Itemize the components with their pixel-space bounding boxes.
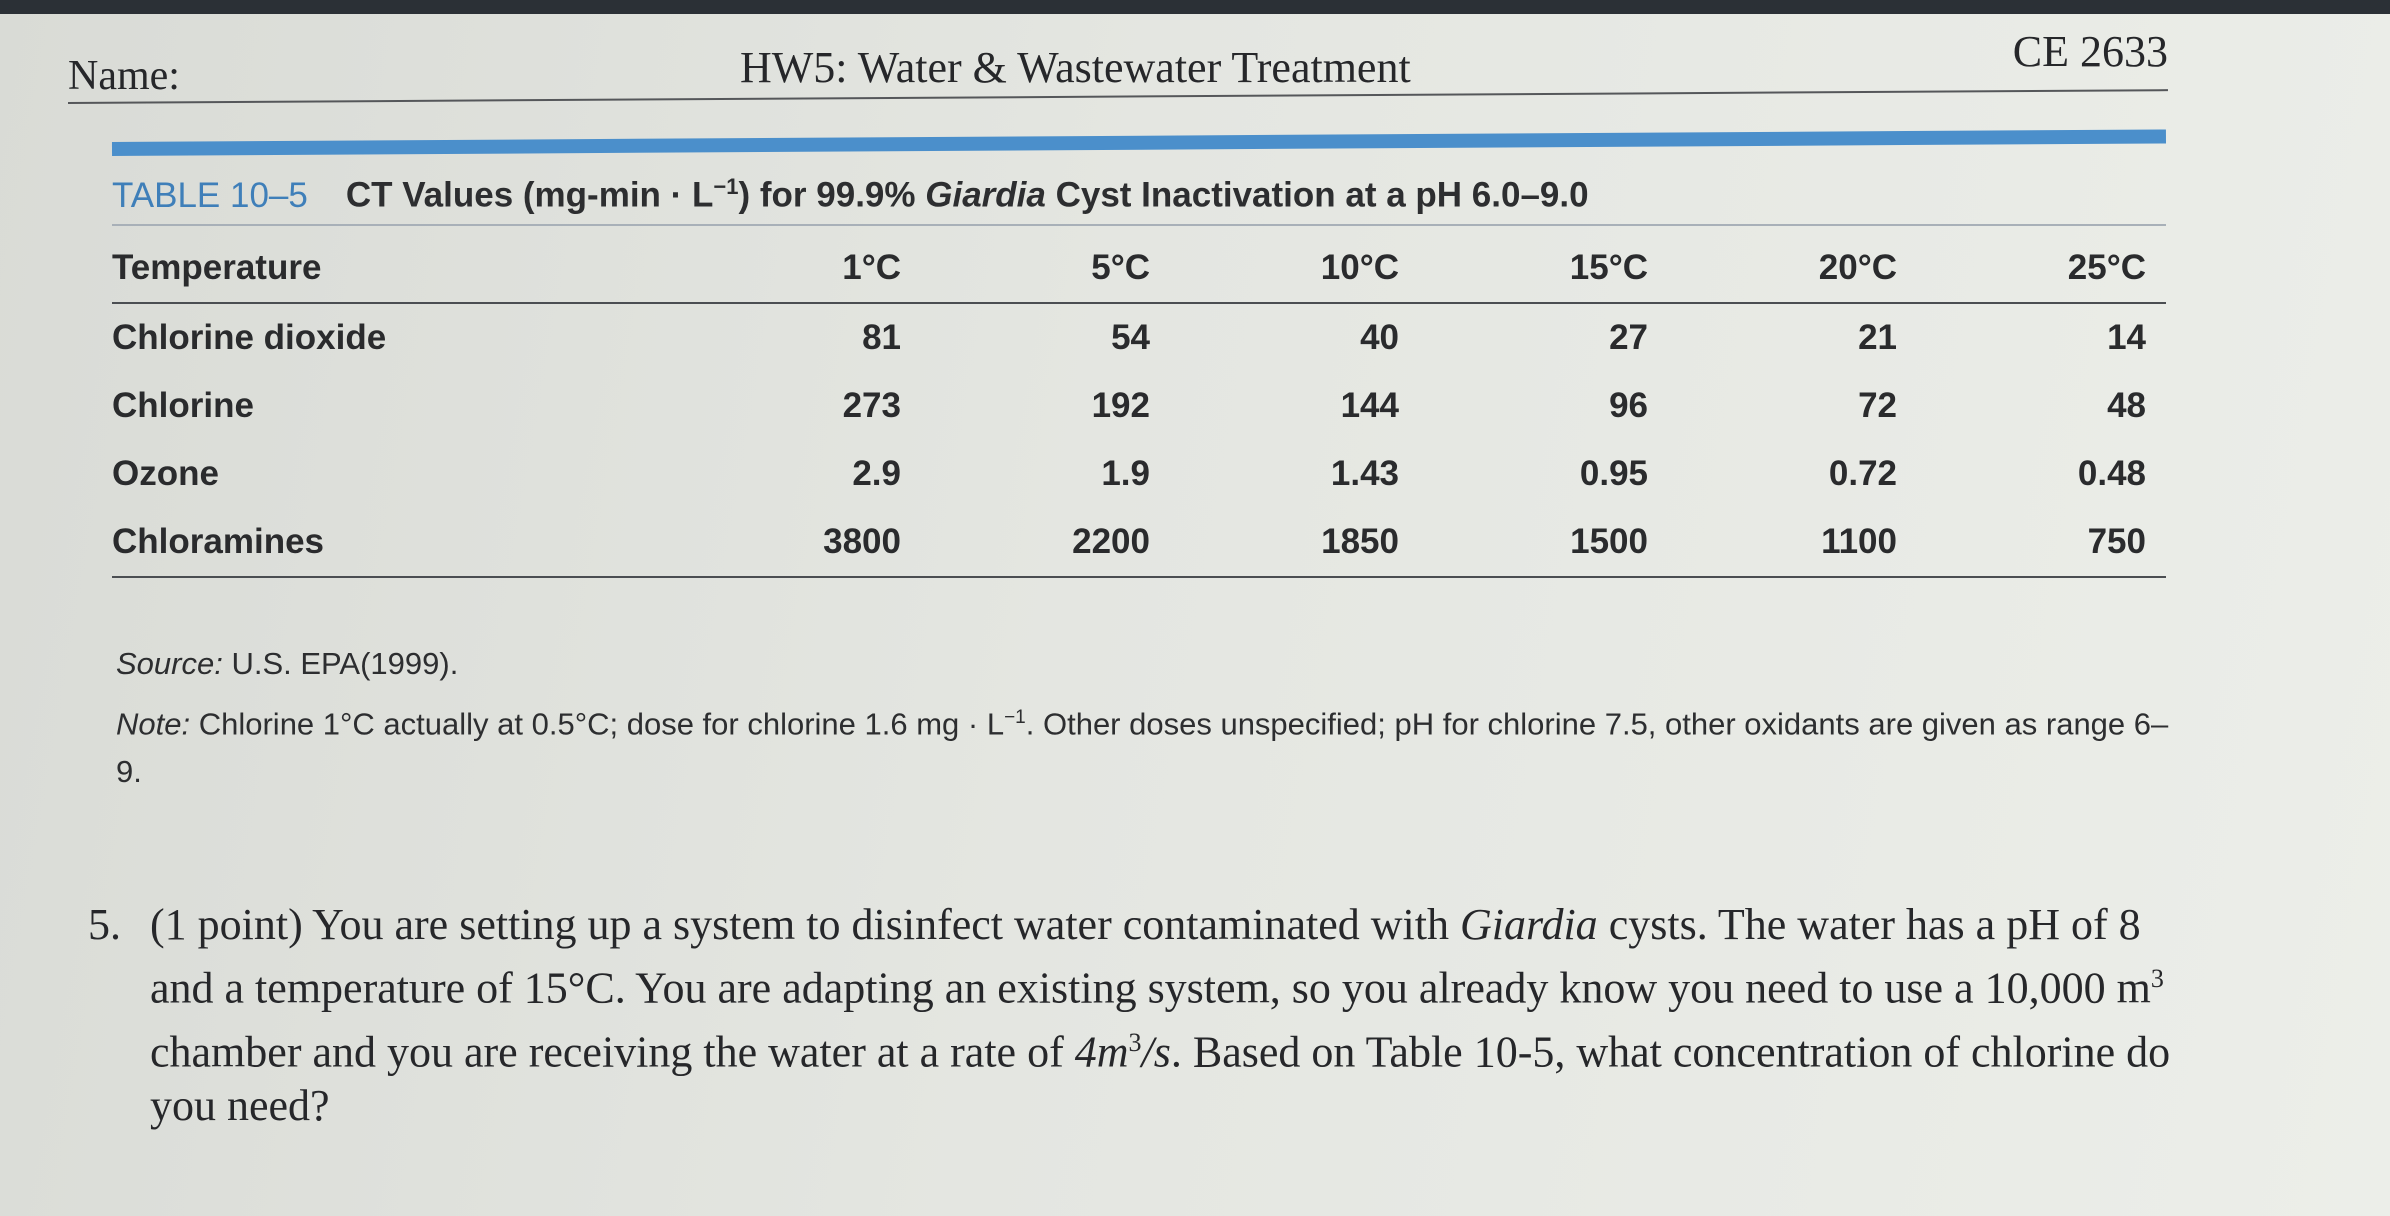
course-code: CE 2633 (2012, 27, 2168, 76)
table-cell: 96 (1609, 385, 1648, 425)
table-cell: 192 (1091, 385, 1150, 425)
note-label: Note: (116, 706, 191, 742)
note-text-post: . Other doses unspecified; pH for chlorine 7.5, other oxidants are given as range 6–9. (116, 706, 2169, 790)
question-sup2: 3 (1128, 1027, 1142, 1057)
table-cell: 750 (1917, 508, 2166, 577)
table-cell: 1100 (1668, 508, 1917, 577)
table-cell: 0.48 (2077, 453, 2146, 493)
table-cell: 48 (2107, 385, 2146, 425)
question-sup1: 3 (2150, 964, 2164, 993)
table-note (116, 694, 2176, 796)
table-cell: 40 (1360, 317, 1399, 357)
source-text: U.S. EPA(1999). (222, 646, 459, 681)
table-row (112, 303, 2166, 372)
row-label: Chlorine dioxide (112, 317, 387, 357)
table-cell: 14 (2107, 317, 2146, 357)
table-cell: 1.43 (1330, 453, 1399, 493)
table-row (112, 372, 2166, 440)
question-italic: Giardia (1459, 900, 1598, 949)
table-cell: 3800 (672, 508, 921, 577)
table-cell: 0.95 (1579, 453, 1648, 493)
ct-table (112, 234, 2166, 578)
question-part4: . Based on Table 10-5, what concentration of chlorine do you need? (150, 1027, 2171, 1131)
header-col: 15°C (1419, 234, 1668, 303)
table-cell: 1500 (1419, 508, 1668, 577)
caption-text-post: Cyst Inactivation at a pH 6.0–9.0 (1045, 175, 1589, 215)
table-number: TABLE 10–5 (112, 175, 308, 215)
table-cell: 0.72 (1828, 453, 1897, 493)
table-row (112, 508, 2166, 577)
table-cell: 54 (1111, 317, 1150, 357)
table-source (116, 646, 458, 682)
table-cell: 273 (842, 385, 901, 425)
question-part1: (1 point) You are setting up a system to disinfect water contaminated with (150, 900, 1460, 949)
header-col: 20°C (1668, 234, 1917, 303)
table-cell: 72 (1858, 385, 1897, 425)
row-label: Chlorine (112, 385, 254, 425)
caption-text-pre: CT Values (mg-min · L (345, 175, 714, 215)
source-label: Source: (116, 646, 223, 681)
question-part3: chamber and you are receiving the water at a rate of (150, 1027, 1075, 1077)
table-cell: 2.9 (852, 453, 901, 493)
table-cell: 21 (1858, 317, 1897, 357)
question-5 (88, 898, 2208, 1133)
header-col: 1°C (672, 234, 921, 303)
question-part2: cysts. The water has a pH of 8 and a temperature of 15°C. You are adapting an existing system, so you already know you need to use a 10,000 m (150, 900, 2151, 1013)
table-cell: 1850 (1170, 508, 1419, 577)
caption-text-mid: ) for 99.9% (738, 175, 926, 215)
table-cell: 1.9 (1101, 453, 1150, 493)
ct-values-table-block (112, 142, 2166, 578)
assignment-title: HW5: Water & Wastewater Treatment (740, 43, 1411, 92)
table-cell: 27 (1609, 317, 1648, 357)
table-row (112, 440, 2166, 508)
table-caption (112, 174, 2166, 216)
top-dark-strip (0, 0, 2390, 14)
header-temperature: Temperature (112, 234, 672, 303)
caption-italic: Giardia (925, 175, 1046, 215)
table-top-band (112, 129, 2166, 156)
question-rate-unit: /s (1141, 1027, 1171, 1077)
question-rate: 4m (1074, 1027, 1129, 1077)
table-header-row (112, 234, 2166, 303)
row-label: Ozone (112, 453, 219, 493)
row-label: Chloramines (112, 508, 672, 577)
question-number: 5. (88, 900, 121, 949)
table-cell: 2200 (921, 508, 1170, 577)
note-superscript: −1 (1004, 707, 1026, 728)
header-col: 5°C (921, 234, 1170, 303)
homework-header (68, 27, 2168, 110)
header-col: 25°C (1917, 234, 2166, 303)
note-text-pre: Chlorine 1°C actually at 0.5°C; dose for chlorine 1.6 mg · L (190, 706, 1005, 742)
caption-rule (112, 224, 2166, 226)
table-cell: 81 (862, 317, 901, 357)
caption-superscript: −1 (713, 174, 739, 199)
question-text (150, 898, 2208, 1133)
table-cell: 144 (1340, 385, 1399, 425)
name-label: Name: (68, 53, 180, 99)
header-col: 10°C (1170, 234, 1419, 303)
